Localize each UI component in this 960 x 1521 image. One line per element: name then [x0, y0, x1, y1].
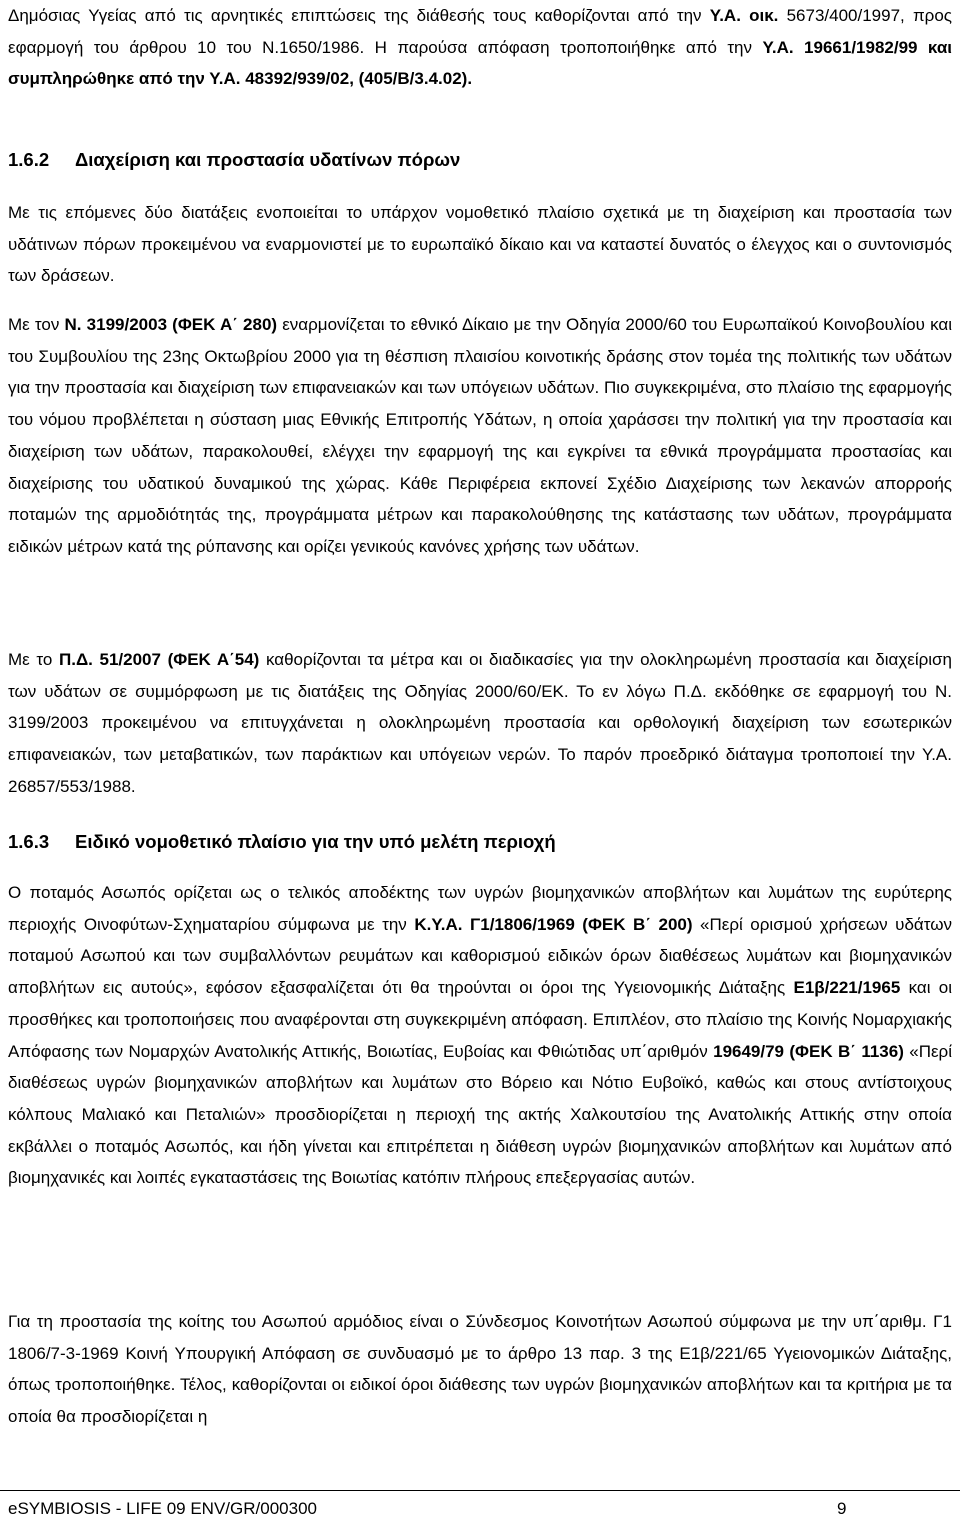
decision-reference: 19649/79 (ΦΕΚ Β΄ 1136): [713, 1041, 904, 1061]
para-text: Ο ποταμός Ασωπός ορίζεται ως ο τελικός αποδέκτης των υγρών βιομηχανικών αποβλήτων και λυμάτων της ευρύτερης περιοχής Οινοφύτων-Σχηματαρίου σύμφωνα με την: [8, 883, 952, 934]
intro-bold-ref-2: Υ.Α. 19661/1982/99: [762, 37, 928, 57]
law-reference: Ν. 3199/2003 (ΦΕΚ Α΄ 280): [64, 315, 278, 334]
regulation-reference: Ε1β/221/1965: [793, 978, 901, 998]
footer-divider: [0, 1490, 960, 1491]
decision-reference: Κ.Υ.Α. Γ1/1806/1969 (ΦΕΚ Β΄ 200): [414, 914, 693, 934]
paragraph-1-6-3-a: [8, 877, 952, 1194]
paragraph-1-6-2-c: [8, 644, 952, 803]
paragraph-1-6-3-b: Για τη προστασία της κοίτης του Ασωπού αρμόδιος είναι ο Σύνδεσμος Κοινοτήτων Ασωπού σύμφωνα με την υπ΄αριθμ. Γ1 1806/7-3-1969 Κοινή Υπουργική Απόφαση σε συνδυασμό με το άρθρο 13 παρ. 3 της Ε1β/221/65 Υγειονομικών Διάταξης, όπως τροποποιήθηκε. Τέλος, καθορίζονται οι ειδικοί όροι διάθεσης των υγρών βιομηχανικών αποβλήτων και τα κριτήρια με τα οποία θα προσδιορίζεται η: [8, 1312, 952, 1427]
paragraph-1-6-2-b: [8, 309, 952, 563]
section-number: 1.6.3: [8, 831, 50, 852]
para-text: «Περί ορισμού χρήσεων υδάτων ποταμού Ασωπού και των συμβαλλόντων ρευμάτων και καθορισμού ειδικών όρων διαθέσεως λυμάτων και βιομηχανικών αποβλήτων εις αυτούς», εφόσον εξασφαλίζεται ότι θα τηρούνται οι όροι της Υγειονομικής Διάταξης: [8, 914, 952, 998]
decree-reference: Π.Δ. 51/2007 (ΦΕΚ Α΄54): [58, 650, 260, 669]
para-text: καθορίζονται τα μέτρα και οι διαδικασίες για την ολοκληρωμένη προστασία και διαχείριση των υδάτων σε συμμόρφωση με τις διατάξεις της Οδηγίας 2000/60/ΕΚ. Το εν λόγω Π.Δ. εκδόθηκε σε εφαρμογή του Ν. 3199/2003 προκειμένου να επιτυγχάνεται η ολοκληρωμένη προστασία και ορθολογική διαχείριση των εσωτερικών επιφανειακών, των μεταβατικών, των παράκτιων και υπόγειων νερών. Το παρόν προεδρικό διάταγμα τροποποιεί την Υ.Α. 26857/553/1988.: [8, 650, 953, 796]
section-title: Ειδικό νομοθετικό πλαίσιο για την υπό μελέτη περιοχή: [75, 831, 556, 852]
para-text: «Περί διαθέσεως υγρών βιομηχανικών αποβλήτων και λυμάτων στο Βόρειο και Νότιο Ευβοϊκό, καθώς και στους αντίστοιχους κόλπους Μαλιακό και Πεταλιών» προσδιορίζεται η περιοχή της ακτής Χαλκουτσίου της Ανατολικής Αττικής στην οποία εκβάλλει ο ποταμός Ασωπός, και ήδη γίνεται και επιτρέπεται η διάθεση υγρών βιομηχανικών αποβλήτων και λυμάτων από βιομηχανικές και λοιπές εγκαταστάσεις της Βοιωτίας κατόπιν πλήρους επεξεργασίας αυτών.: [8, 1041, 952, 1188]
intro-text-3: και συμπληρώθηκε από την Υ.Α. 48392/939/02, (405/Β/3.4.02).: [8, 37, 953, 89]
footer-project-id: eSYMBIOSIS - LIFE 09 ENV/GR/000300: [8, 1499, 317, 1518]
para-text: Με το: [8, 650, 59, 669]
para-text: εναρμονίζεται το εθνικό Δίκαιο με την Οδηγία 2000/60 του Ευρωπαϊκού Κοινοβουλίου και του Συμβουλίου της 23ης Οκτωβρίου 2000 για τη θέσπιση πλαισίου κοινοτικής δράσης στον τομέα της πολιτικής των υδάτων για την προστασία και διαχείριση των επιφανειακών και των υπόγειων υδάτων. Πιο συγκεκριμένα, στο πλαίσιο της εφαρμογής του νόμου προβλέπεται η σύσταση μιας Εθνικής Επιτροπής Υδάτων, η οποία χαράσσει την πολιτική για την προστασία και διαχείριση των υδάτων, παρακολουθεί, ελέγχει την εφαρμογή της και εγκρίνει τα εθνικά προγράμματα προστασίας και διαχείρισης του υδατικού δυναμικού της χώρας. Κάθε Περιφέρεια εκπονεί Σχέδιο Διαχείρισης των λεκανών απορροής ποταμών της αρμοδιότητάς της, προγράμματα μέτρων και παρακολούθησης της κατάστασης των υδάτων, προγράμματα ειδικών μέτρων κατά της ρύπανσης και ορίζει γενικούς κανόνες χρήσης των υδάτων.: [8, 315, 952, 556]
para-text: και οι προσθήκες και τροποποιήσεις που αναφέρονται στη συγκεκριμένη απόφαση. Επιπλέον, στο πλαίσιο της Κοινής Νομαρχιακής Απόφασης των Νομαρχών Ανατολικής Αττικής, Βοιωτίας, Ευβοίας και Φθιώτιδας υπ΄αριθμόν: [8, 978, 952, 1061]
intro-paragraph: [8, 0, 952, 95]
section-heading-1-6-2: [8, 147, 952, 173]
section-number: 1.6.2: [8, 149, 50, 170]
section-title: Διαχείριση και προστασία υδατίνων πόρων: [75, 149, 461, 170]
paragraph-1-6-2-a: Με τις επόμενες δύο διατάξεις ενοποιείται το υπάρχον νομοθετικό πλαίσιο σχετικά με τη διαχείριση και προστασία των υδάτινων πόρων προκειμένου να εναρμονιστεί με το ευρωπαϊκό δίκαιο και να καταστεί δυνατός ο έλεγχος και ο συντονισμός των δράσεων.: [8, 203, 952, 286]
intro-text-1: Δημόσιας Υγείας από τις αρνητικές επιπτώσεις της διάθεσής τους καθορίζονται από την: [8, 6, 710, 25]
para-text: Με τον: [8, 315, 65, 334]
section-heading-1-6-3: [8, 829, 952, 855]
intro-bold-ref-1: Υ.Α. οικ.: [709, 6, 787, 25]
intro-text-2: 5673/400/1997, προς εφαρμογή του άρθρου 10 του Ν.1650/1986. Η παρούσα απόφαση τροποποιήθηκε από την: [8, 6, 952, 57]
page-number: 9: [837, 1499, 847, 1518]
